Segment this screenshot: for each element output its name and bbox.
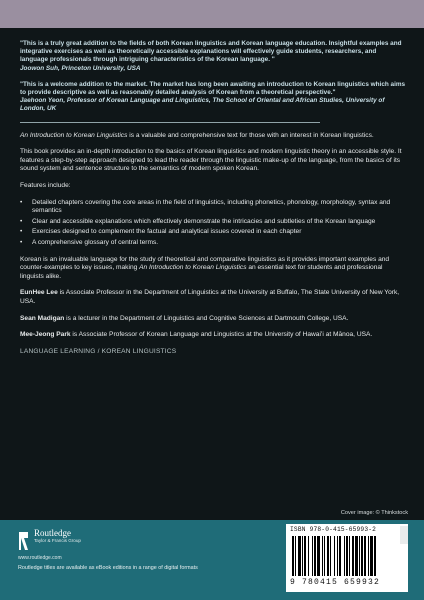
author-bio xyxy=(20,315,406,324)
top-color-band xyxy=(0,0,424,28)
barcode xyxy=(292,536,402,576)
closing-paragraph xyxy=(20,256,406,282)
barcode-bar xyxy=(370,536,373,576)
closing-text-after: an essential text for students and professional linguists alike. xyxy=(20,264,383,280)
quote-2-text: "This is a welcome addition to the market. The market has long been awaiting an introduction to Korean linguistics which aims to provide descriptive as well as reasonably detailed analysis of Korean from a theoretical perspective." xyxy=(20,80,406,97)
intro-paragraph xyxy=(20,132,406,141)
feature-text: Detailed chapters covering the core areas in the field of linguistics, including phonetics, phonology, morphology, syntax and semantics xyxy=(32,198,391,215)
bullet-icon: • xyxy=(20,228,23,236)
barcode-bar xyxy=(327,536,329,576)
bullet-icon: • xyxy=(20,217,23,225)
closing-text-before: Korean is an invaluable language for the study of theoretical and comparative linguistics as it provides important examples and counter-examples to key issues, making xyxy=(20,255,390,272)
feature-text: Exercises designed to complement the factual and analytical issues covered in each chapter xyxy=(32,228,302,236)
bullet-icon: • xyxy=(20,198,23,206)
isbn-label: ISBN 978-0-415-65993-2 xyxy=(290,526,377,533)
description-paragraph: This book provides an in-depth introduction to the basics of Korean linguistics and modern linguistic theory in an accessible style. It features a step-by-step approach designed to lead the reader through the linguistic make-up of the language, from the basics of its sound system and sentence structure to the semantics of modern spoken Korean. xyxy=(20,148,402,173)
barcode-bar xyxy=(361,536,363,576)
quote-1-text: "This is a truly great addition to the fields of both Korean linguistics and Korean language education. Insightful examples and integrative exercises as well as theoretically accessible explanations will effectively guide students, researchers, and language professionals through intriguing characteristics of the Korean language. " xyxy=(20,40,402,64)
publisher-name: Routledge xyxy=(34,528,71,538)
features-list xyxy=(20,199,406,248)
price-tab xyxy=(400,526,408,544)
barcode-bar xyxy=(352,536,354,576)
intro-book-title: An Introduction to Korean Linguistics xyxy=(20,131,128,139)
quote-1-attribution: Joowon Suh, Princeton University, USA xyxy=(20,64,141,72)
barcode-bar xyxy=(304,536,306,576)
author-name: Sean Madigan xyxy=(20,314,65,322)
intro-text: is a valuable and comprehensive text for those with an interest in Korean linguistics. xyxy=(127,131,374,139)
barcode-digits: 9 780415 659932 xyxy=(290,578,381,587)
barcode-bar xyxy=(322,536,323,576)
barcode-bar xyxy=(317,536,320,576)
barcode-panel xyxy=(286,524,408,592)
barcode-bar xyxy=(359,536,360,576)
ebook-note: Routledge titles are available as eBook editions in a range of digital formats xyxy=(18,565,198,571)
barcode-bar xyxy=(314,536,316,576)
author-bio-text: is Associate Professor in the Department of Linguistics at the University at Buffalo, The State University of New York, USA. xyxy=(20,289,400,305)
barcode-bar xyxy=(334,536,335,576)
barcode-bar xyxy=(349,536,350,576)
quote-2-attribution: Jaehoon Yeon, Professor of Korean Language and Linguistics, The School of Oriental and African Studies, University of London, UK xyxy=(20,97,385,113)
section-divider xyxy=(20,122,320,123)
author-bio-text: is Associate Professor of Korean Language and Linguistics at the University of Hawaiʻi at Mānoa, USA. xyxy=(70,331,373,339)
publisher-group: Taylor & Francis Group xyxy=(34,538,81,543)
author-name: Mee-Jeong Park xyxy=(20,331,71,339)
barcode-bar xyxy=(374,536,376,576)
author-bio-text: is a lecturer in the Department of Linguistics and Cognitive Sciences at Dartmouth College, USA. xyxy=(64,314,349,322)
barcode-bar xyxy=(344,536,345,576)
feature-item xyxy=(20,228,406,237)
subject-category: LANGUAGE LEARNING / KOREAN LINGUISTICS xyxy=(20,347,177,355)
barcode-bar xyxy=(330,536,331,576)
barcode-bar xyxy=(302,536,303,576)
publisher-logo xyxy=(18,528,108,564)
cover-image-credit: Cover image: © Thinkstock xyxy=(340,510,408,516)
barcode-bar xyxy=(346,536,348,576)
barcode-bar xyxy=(364,536,366,576)
feature-item xyxy=(20,239,406,248)
author-bio xyxy=(20,331,406,340)
closing-book-title: An Introduction to Korean Linguistics xyxy=(139,264,247,272)
barcode-bar xyxy=(324,536,325,576)
bullet-icon: • xyxy=(20,238,23,246)
barcode-bar xyxy=(337,536,338,576)
author-bio xyxy=(20,289,406,306)
barcode-bar xyxy=(298,536,301,576)
back-cover-content xyxy=(20,40,406,355)
feature-item xyxy=(20,199,406,216)
barcode-bar xyxy=(355,536,358,576)
features-heading: Features include: xyxy=(20,182,71,189)
publisher-url[interactable]: www.routledge.com xyxy=(18,555,62,561)
barcode-bar xyxy=(312,536,313,576)
routledge-logo-icon xyxy=(18,530,30,552)
barcode-bar xyxy=(339,536,341,576)
feature-text: Clear and accessible explanations which effectively demonstrate the intricacies and subtleties of the Korean language xyxy=(32,217,376,225)
barcode-bar xyxy=(295,536,296,576)
feature-text: A comprehensive glossary of central terms. xyxy=(32,238,159,246)
barcode-bar xyxy=(292,536,294,576)
barcode-bar xyxy=(308,536,309,576)
feature-item xyxy=(20,218,406,227)
barcode-bar xyxy=(368,536,369,576)
author-name: EunHee Lee xyxy=(20,289,58,297)
